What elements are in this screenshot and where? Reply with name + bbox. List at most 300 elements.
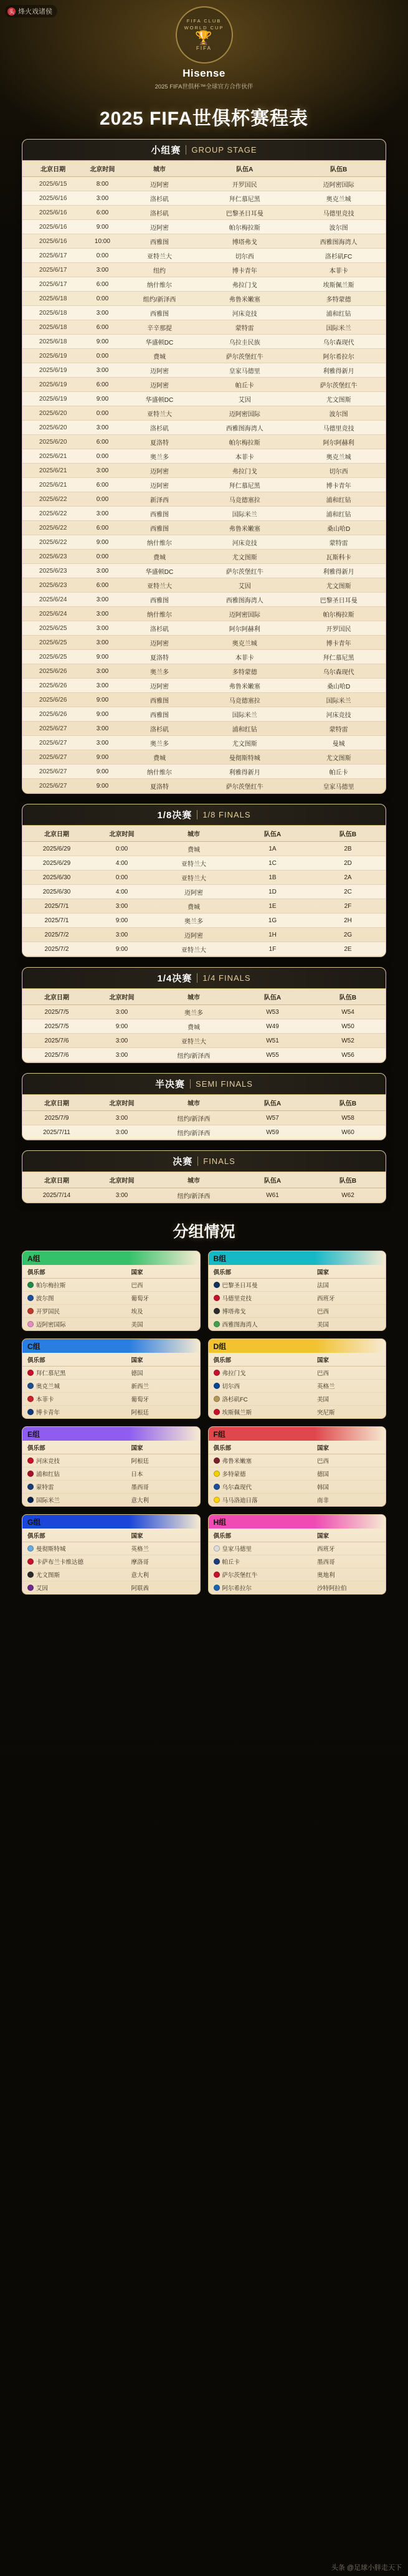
qf-cell-0: 2025/7/5 bbox=[22, 1005, 91, 1019]
group_stage-cell-3: 蒙特雷 bbox=[197, 320, 292, 335]
col-city: 城市 bbox=[153, 989, 235, 1005]
col-team-b: 队伍B bbox=[310, 989, 386, 1005]
group_stage-cell-1: 3:00 bbox=[83, 507, 121, 521]
r16-cell-0: 2025/7/2 bbox=[22, 942, 91, 956]
group_stage-cell-2: 迈阿密 bbox=[121, 177, 198, 191]
club-name: 卡萨布兰卡维达德 bbox=[36, 1559, 84, 1566]
club-name: 博卡青年 bbox=[36, 1410, 60, 1416]
group-team-row bbox=[22, 1481, 200, 1494]
table-row bbox=[22, 664, 386, 679]
r16-cell-3: 1D bbox=[235, 885, 310, 899]
table-row bbox=[22, 1111, 386, 1125]
group_stage-cell-2: 西雅图 bbox=[121, 234, 198, 249]
group_stage-cell-3: 本菲卡 bbox=[197, 449, 292, 464]
nation-name: 韩国 bbox=[316, 1484, 329, 1491]
group_stage-cell-3: 浦和红钻 bbox=[197, 722, 292, 736]
group_stage-cell-0: 2025/6/27 bbox=[22, 736, 83, 750]
group_stage-cell-4: 波尔图 bbox=[292, 406, 386, 421]
table-row bbox=[22, 722, 386, 736]
qf-cell-1: 3:00 bbox=[91, 1034, 153, 1048]
group_stage-cell-4: 尤文图斯 bbox=[292, 392, 386, 406]
qf-cell-2: 奥兰多 bbox=[153, 1005, 235, 1019]
group_stage-cell-1: 6:00 bbox=[83, 378, 121, 392]
group_stage-cell-3: 阿尔阿赫利 bbox=[197, 621, 292, 636]
table-row bbox=[22, 871, 386, 885]
group-column-header bbox=[22, 1441, 200, 1454]
col-team-a: 队伍A bbox=[197, 161, 292, 177]
nation-name: 德国 bbox=[131, 1370, 143, 1377]
group_stage-cell-3: 国际米兰 bbox=[197, 707, 292, 722]
qf-cell-3: W51 bbox=[235, 1034, 310, 1048]
watermark-top-label: 烽火戏诸侯 bbox=[18, 8, 52, 16]
sf-cell-4: W58 bbox=[310, 1111, 386, 1125]
group-header bbox=[22, 1515, 200, 1529]
section-title-cn: 1/8决赛 bbox=[157, 810, 192, 821]
r16-cell-1: 0:00 bbox=[91, 871, 153, 885]
group_stage-cell-4: 浦和红钻 bbox=[292, 492, 386, 507]
group-team-row bbox=[22, 1380, 200, 1393]
club-name: 艾因 bbox=[36, 1585, 49, 1592]
group-team-row bbox=[209, 1454, 386, 1467]
group_stage-cell-0: 2025/6/22 bbox=[22, 521, 83, 535]
group_stage-cell-2: 纳什维尔 bbox=[121, 277, 198, 292]
group_stage-cell-4: 尤文图斯 bbox=[292, 578, 386, 593]
club-badge-icon bbox=[214, 1558, 220, 1565]
group_stage-cell-2: 西雅图 bbox=[121, 593, 198, 607]
section-title-en: FINALS bbox=[203, 1157, 235, 1166]
group_stage-cell-2: 费城 bbox=[121, 349, 198, 363]
group_stage-cell-2: 奥兰多 bbox=[121, 664, 198, 679]
nation-name: 意大利 bbox=[131, 1497, 149, 1504]
group-card bbox=[22, 1338, 201, 1419]
group_stage-cell-3: 弗鲁米嫩塞 bbox=[197, 521, 292, 535]
group_stage-cell-4: 博卡青年 bbox=[292, 636, 386, 650]
club-badge-icon bbox=[27, 1409, 34, 1415]
qf-cell-3: W55 bbox=[235, 1048, 310, 1062]
table-row bbox=[22, 914, 386, 928]
group_stage-cell-2: 新泽西 bbox=[121, 492, 198, 507]
table-row bbox=[22, 378, 386, 392]
club-name: 曼彻斯特城 bbox=[36, 1546, 66, 1553]
group_stage-cell-0: 2025/6/20 bbox=[22, 406, 83, 421]
club-cell bbox=[214, 1320, 317, 1329]
nation-name: 摩洛哥 bbox=[131, 1559, 149, 1566]
sf-cell-2: 纽约/新泽西 bbox=[153, 1125, 235, 1140]
col-club: 俱乐部 bbox=[213, 1445, 232, 1452]
group_stage-cell-2: 迈阿密 bbox=[121, 679, 198, 693]
watermark-bottom: 头条 @足球小胖走天下 bbox=[331, 2564, 402, 2572]
club-badge-icon bbox=[214, 1370, 220, 1376]
group_stage-cell-3: 帕丘卡 bbox=[197, 378, 292, 392]
qf-cell-4: W54 bbox=[310, 1005, 386, 1019]
club-badge-icon bbox=[27, 1370, 34, 1376]
group_stage-cell-0: 2025/6/17 bbox=[22, 249, 83, 263]
group_stage-cell-1: 6:00 bbox=[83, 435, 121, 449]
group_stage-cell-0: 2025/6/22 bbox=[22, 535, 83, 550]
group_stage-cell-0: 2025/6/21 bbox=[22, 478, 83, 492]
nation-name: 西班牙 bbox=[316, 1295, 335, 1302]
group_stage-cell-4: 利雅得新月 bbox=[292, 564, 386, 578]
r16-cell-2: 亚特兰大 bbox=[153, 942, 235, 956]
table-row bbox=[22, 885, 386, 899]
group-header bbox=[209, 1515, 386, 1529]
group_stage-cell-0: 2025/6/23 bbox=[22, 564, 83, 578]
table-row bbox=[22, 593, 386, 607]
group_stage-cell-2: 夏洛特 bbox=[121, 435, 198, 449]
group_stage-cell-0: 2025/6/17 bbox=[22, 263, 83, 277]
col-time: 北京时间 bbox=[83, 161, 121, 177]
sf-cell-1: 3:00 bbox=[91, 1125, 153, 1140]
group_stage-cell-1: 6:00 bbox=[83, 521, 121, 535]
group-name: C组 bbox=[27, 1342, 40, 1351]
group_stage-cell-2: 华盛顿DC bbox=[121, 335, 198, 349]
section-title-cn: 1/4决赛 bbox=[157, 973, 192, 984]
group_stage-cell-3: 马竞德塞拉 bbox=[197, 693, 292, 707]
group_stage-cell-4: 浦和红钻 bbox=[292, 507, 386, 521]
group_stage-cell-2: 西雅图 bbox=[121, 507, 198, 521]
nation-name: 巴西 bbox=[131, 1282, 143, 1289]
r16-cell-4: 2F bbox=[310, 899, 386, 914]
club-cell bbox=[214, 1456, 317, 1465]
r16-cell-2: 亚特兰大 bbox=[153, 871, 235, 885]
r16-cell-4: 2H bbox=[310, 914, 386, 928]
qf-cell-2: 费城 bbox=[153, 1019, 235, 1034]
club-badge-icon bbox=[27, 1383, 34, 1389]
group_stage-cell-3: 尤文图斯 bbox=[197, 550, 292, 564]
table-row bbox=[22, 320, 386, 335]
sf-cell-1: 3:00 bbox=[91, 1111, 153, 1125]
nation-name: 德国 bbox=[316, 1471, 329, 1478]
table-row bbox=[22, 928, 386, 942]
table-row bbox=[22, 449, 386, 464]
group-header bbox=[209, 1251, 386, 1265]
col-time: 北京时间 bbox=[91, 1172, 153, 1188]
group-name: D组 bbox=[213, 1342, 227, 1351]
r16-cell-0: 2025/7/1 bbox=[22, 914, 91, 928]
r16-cell-0: 2025/6/30 bbox=[22, 885, 91, 899]
club-name: 巴黎圣日耳曼 bbox=[222, 1282, 258, 1289]
col-date: 北京日期 bbox=[22, 1172, 91, 1188]
group_stage-cell-3: 尤文图斯 bbox=[197, 736, 292, 750]
r16-cell-3: 1A bbox=[235, 842, 310, 856]
club-name: 萨尔茨堡红牛 bbox=[222, 1572, 258, 1579]
club-badge-icon bbox=[27, 1471, 34, 1477]
group_stage-cell-0: 2025/6/17 bbox=[22, 277, 83, 292]
col-nation: 国家 bbox=[131, 1269, 143, 1276]
group_stage-cell-0: 2025/6/20 bbox=[22, 421, 83, 435]
club-cell bbox=[27, 1408, 131, 1416]
r16-cell-3: 1B bbox=[235, 871, 310, 885]
nation-name: 葡萄牙 bbox=[131, 1396, 149, 1403]
group_stage-cell-1: 9:00 bbox=[83, 707, 121, 722]
group_stage-cell-0: 2025/6/19 bbox=[22, 392, 83, 406]
table-row bbox=[22, 621, 386, 636]
group_stage-cell-1: 10:00 bbox=[83, 234, 121, 249]
group_stage-cell-2: 西雅图 bbox=[121, 707, 198, 722]
r16-cell-1: 3:00 bbox=[91, 899, 153, 914]
group-team-row bbox=[22, 1454, 200, 1467]
group_stage-cell-4: 瓦斯科卡 bbox=[292, 550, 386, 564]
col-club: 俱乐部 bbox=[27, 1533, 45, 1540]
group_stage-cell-3: 切尔西 bbox=[197, 249, 292, 263]
group_stage-cell-4: 西雅图海湾人 bbox=[292, 234, 386, 249]
group_stage-cell-2: 亚特兰大 bbox=[121, 249, 198, 263]
group_stage-cell-2: 华盛顿DC bbox=[121, 392, 198, 406]
group_stage-cell-2: 迈阿密 bbox=[121, 464, 198, 478]
round-of-16-table bbox=[22, 826, 386, 956]
group_stage-cell-2: 洛杉矶 bbox=[121, 722, 198, 736]
club-name: 尤文图斯 bbox=[36, 1572, 60, 1579]
nation-name: 巴西 bbox=[316, 1370, 329, 1377]
table-row bbox=[22, 206, 386, 220]
qf-cell-2: 亚特兰大 bbox=[153, 1034, 235, 1048]
group_stage-cell-1: 9:00 bbox=[83, 750, 121, 765]
group-team-row bbox=[209, 1367, 386, 1380]
groups-grid bbox=[22, 1251, 386, 1595]
group_stage-cell-3: 利雅得新月 bbox=[197, 765, 292, 779]
group-column-header bbox=[209, 1265, 386, 1279]
club-cell bbox=[214, 1307, 317, 1315]
crest-ring bbox=[176, 6, 233, 64]
r16-cell-2: 亚特兰大 bbox=[153, 856, 235, 871]
col-date: 北京日期 bbox=[22, 1095, 91, 1111]
group_stage-cell-0: 2025/6/25 bbox=[22, 650, 83, 664]
club-badge-icon bbox=[27, 1295, 34, 1301]
group_stage-cell-1: 9:00 bbox=[83, 335, 121, 349]
group_stage-cell-1: 3:00 bbox=[83, 363, 121, 378]
group-column-header bbox=[209, 1529, 386, 1542]
club-name: 皇家马德里 bbox=[222, 1546, 252, 1553]
group-team-row bbox=[209, 1568, 386, 1581]
group_stage-cell-2: 夏洛特 bbox=[121, 650, 198, 664]
group-card bbox=[22, 1514, 201, 1595]
club-name: 弗鲁米嫩塞 bbox=[222, 1458, 252, 1465]
col-time: 北京时间 bbox=[91, 826, 153, 842]
table-row bbox=[22, 263, 386, 277]
group_stage-cell-0: 2025/6/16 bbox=[22, 206, 83, 220]
nation-name: 意大利 bbox=[131, 1572, 149, 1579]
group_stage-cell-1: 6:00 bbox=[83, 206, 121, 220]
group_stage-cell-4: 利雅得新月 bbox=[292, 363, 386, 378]
group_stage-cell-0: 2025/6/22 bbox=[22, 492, 83, 507]
col-team-b: 队伍B bbox=[310, 1172, 386, 1188]
group_stage-cell-4: 多特蒙德 bbox=[292, 292, 386, 306]
col-date: 北京日期 bbox=[22, 161, 83, 177]
club-cell bbox=[27, 1496, 131, 1504]
round-of-16-header bbox=[22, 804, 386, 826]
club-badge-icon bbox=[214, 1545, 220, 1552]
group_stage-cell-4: 浦和红钻 bbox=[292, 306, 386, 320]
group-team-row bbox=[22, 1305, 200, 1318]
table-header-row bbox=[22, 989, 386, 1005]
nation-name: 英格兰 bbox=[131, 1546, 149, 1553]
sponsor-brand: Hisense bbox=[183, 67, 225, 79]
group_stage-cell-4: 桑山哈D bbox=[292, 679, 386, 693]
group-header bbox=[209, 1427, 386, 1441]
group_stage-cell-4: 乌尔森现代 bbox=[292, 664, 386, 679]
final-card bbox=[22, 1150, 386, 1203]
group-stage-table bbox=[22, 161, 386, 793]
group_stage-cell-3: 乌拉圭民族 bbox=[197, 335, 292, 349]
club-badge-icon bbox=[27, 1585, 34, 1591]
club-name: 帕尔梅拉斯 bbox=[36, 1282, 66, 1289]
group_stage-cell-2: 西雅图 bbox=[121, 521, 198, 535]
group_stage-cell-3: 本菲卡 bbox=[197, 650, 292, 664]
club-name: 西雅图海湾人 bbox=[222, 1322, 258, 1329]
col-team-b: 队伍B bbox=[292, 161, 386, 177]
group_stage-cell-3: 河床竞技 bbox=[197, 306, 292, 320]
table-row bbox=[22, 550, 386, 564]
group_stage-cell-1: 3:00 bbox=[83, 593, 121, 607]
nation-name: 阿联酋 bbox=[131, 1585, 149, 1592]
group_stage-cell-4: 曼城 bbox=[292, 736, 386, 750]
group_stage-cell-4: 拜仁慕尼黑 bbox=[292, 650, 386, 664]
col-nation: 国家 bbox=[131, 1357, 143, 1364]
group_stage-cell-4: 国际米兰 bbox=[292, 320, 386, 335]
r16-cell-1: 9:00 bbox=[91, 914, 153, 928]
r16-cell-1: 0:00 bbox=[91, 842, 153, 856]
group-stage-card bbox=[22, 139, 386, 794]
r16-cell-4: 2A bbox=[310, 871, 386, 885]
table-header-row bbox=[22, 1172, 386, 1188]
group_stage-cell-0: 2025/6/16 bbox=[22, 234, 83, 249]
club-name: 马马洛迪日落 bbox=[222, 1497, 258, 1504]
group-team-row bbox=[209, 1406, 386, 1418]
trophy-icon: 🏆 bbox=[195, 30, 213, 46]
group_stage-cell-2: 迈阿密 bbox=[121, 378, 198, 392]
sf-cell-2: 纽约/新泽西 bbox=[153, 1111, 235, 1125]
crest-fifa-label: FIFA bbox=[196, 45, 212, 52]
section-title-en: SEMI FINALS bbox=[196, 1079, 253, 1089]
nation-name: 突尼斯 bbox=[316, 1410, 335, 1416]
club-cell bbox=[27, 1456, 131, 1465]
group_stage-cell-4: 马德里竞技 bbox=[292, 206, 386, 220]
quarter-finals-header bbox=[22, 968, 386, 989]
group_stage-cell-0: 2025/6/21 bbox=[22, 464, 83, 478]
nation-name: 奥地利 bbox=[316, 1572, 335, 1579]
group_stage-cell-3: 曼彻斯特城 bbox=[197, 750, 292, 765]
final-header bbox=[22, 1151, 386, 1172]
group_stage-cell-2: 费城 bbox=[121, 550, 198, 564]
table-row bbox=[22, 899, 386, 914]
club-badge-icon bbox=[214, 1409, 220, 1415]
table-row bbox=[22, 363, 386, 378]
table-row bbox=[22, 607, 386, 621]
nation-name: 巴西 bbox=[316, 1309, 329, 1315]
r16-cell-0: 2025/6/29 bbox=[22, 856, 91, 871]
club-cell bbox=[27, 1395, 131, 1403]
nation-name: 西班牙 bbox=[316, 1546, 335, 1553]
group_stage-cell-4: 博卡青年 bbox=[292, 478, 386, 492]
club-cell bbox=[214, 1395, 317, 1403]
club-cell bbox=[27, 1469, 131, 1478]
group_stage-cell-3: 弗鲁米嫩塞 bbox=[197, 679, 292, 693]
nation-name: 阿根廷 bbox=[131, 1410, 149, 1416]
club-badge-icon bbox=[214, 1308, 220, 1314]
semi-finals-card bbox=[22, 1073, 386, 1140]
group_stage-cell-2: 洛杉矶 bbox=[121, 621, 198, 636]
group_stage-cell-3: 弗拉门戈 bbox=[197, 464, 292, 478]
r16-cell-2: 迈阿密 bbox=[153, 928, 235, 942]
table-header-row bbox=[22, 826, 386, 842]
qf-cell-3: W49 bbox=[235, 1019, 310, 1034]
group_stage-cell-1: 3:00 bbox=[83, 679, 121, 693]
group_stage-cell-0: 2025/6/16 bbox=[22, 191, 83, 206]
group_stage-cell-2: 夏洛特 bbox=[121, 779, 198, 793]
group_stage-cell-0: 2025/6/26 bbox=[22, 664, 83, 679]
group-card bbox=[208, 1251, 387, 1331]
group_stage-cell-0: 2025/6/24 bbox=[22, 593, 83, 607]
group_stage-cell-4: 巴黎圣日耳曼 bbox=[292, 593, 386, 607]
club-cell bbox=[214, 1368, 317, 1377]
nation-name: 阿根廷 bbox=[131, 1458, 149, 1465]
group_stage-cell-2: 纳什维尔 bbox=[121, 607, 198, 621]
group_stage-cell-3: 开罗国民 bbox=[197, 177, 292, 191]
nation-name: 墨西哥 bbox=[316, 1559, 335, 1566]
group-column-header bbox=[209, 1441, 386, 1454]
club-badge-icon bbox=[214, 1471, 220, 1477]
group-header bbox=[209, 1339, 386, 1353]
group_stage-cell-4: 本菲卡 bbox=[292, 263, 386, 277]
group_stage-cell-2: 辛辛那提 bbox=[121, 320, 198, 335]
qf-cell-4: W50 bbox=[310, 1019, 386, 1034]
group_stage-cell-3: 帕尔梅拉斯 bbox=[197, 220, 292, 234]
r16-cell-2: 费城 bbox=[153, 899, 235, 914]
club-name: 拜仁慕尼黑 bbox=[36, 1370, 66, 1377]
club-badge-icon bbox=[214, 1497, 220, 1503]
group_stage-cell-0: 2025/6/18 bbox=[22, 292, 83, 306]
group_stage-cell-1: 0:00 bbox=[83, 292, 121, 306]
group_stage-cell-3: 河床竞技 bbox=[197, 535, 292, 550]
club-name: 波尔图 bbox=[36, 1295, 54, 1302]
group-team-row bbox=[209, 1555, 386, 1568]
group_stage-cell-1: 3:00 bbox=[83, 421, 121, 435]
group-team-row bbox=[22, 1555, 200, 1568]
club-badge-icon bbox=[27, 1545, 34, 1552]
col-club: 俱乐部 bbox=[27, 1357, 45, 1364]
final-cell-2: 纽约/新泽西 bbox=[153, 1188, 235, 1203]
group_stage-cell-2: 亚特兰大 bbox=[121, 406, 198, 421]
group-team-row bbox=[22, 1279, 200, 1292]
club-cell bbox=[27, 1583, 131, 1592]
group-team-row bbox=[22, 1542, 200, 1555]
club-cell bbox=[27, 1570, 131, 1579]
table-row bbox=[22, 707, 386, 722]
group_stage-cell-1: 3:00 bbox=[83, 664, 121, 679]
r16-cell-3: 1G bbox=[235, 914, 310, 928]
group_stage-cell-4: 乌尔森现代 bbox=[292, 335, 386, 349]
group_stage-cell-2: 洛杉矶 bbox=[121, 191, 198, 206]
club-cell bbox=[214, 1294, 317, 1302]
col-date: 北京日期 bbox=[22, 826, 91, 842]
final-cell-0: 2025/7/14 bbox=[22, 1188, 91, 1203]
table-row bbox=[22, 478, 386, 492]
club-name: 帕丘卡 bbox=[222, 1559, 240, 1566]
group_stage-cell-3: 奥克兰城 bbox=[197, 636, 292, 650]
r16-cell-1: 9:00 bbox=[91, 942, 153, 956]
table-row bbox=[22, 277, 386, 292]
club-badge-icon bbox=[214, 1572, 220, 1578]
group_stage-cell-1: 3:00 bbox=[83, 306, 121, 320]
club-badge-icon bbox=[214, 1321, 220, 1327]
table-row bbox=[22, 765, 386, 779]
club-name: 奥克兰城 bbox=[36, 1383, 60, 1390]
nation-name: 法国 bbox=[316, 1282, 329, 1289]
group_stage-cell-3: 西雅图海湾人 bbox=[197, 421, 292, 435]
section-title-en: GROUP STAGE bbox=[191, 145, 257, 155]
r16-cell-2: 迈阿密 bbox=[153, 885, 235, 899]
group_stage-cell-0: 2025/6/18 bbox=[22, 320, 83, 335]
